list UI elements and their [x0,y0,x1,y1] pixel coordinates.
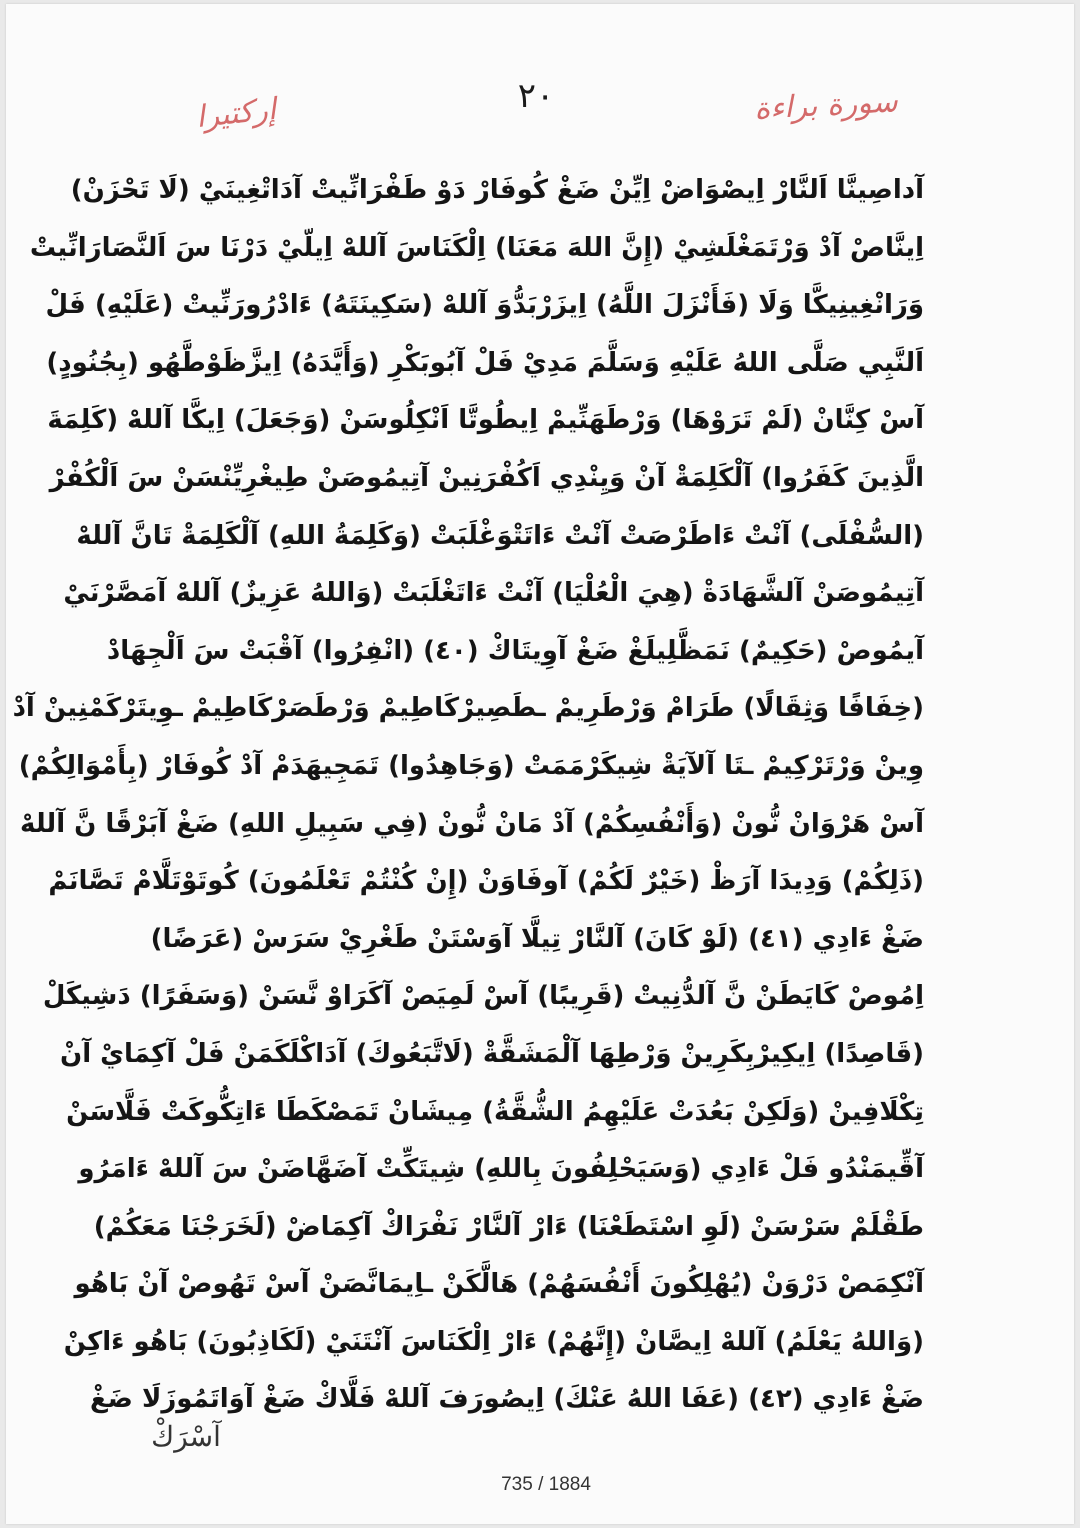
text-line: آسْ كِنَّانْ (لَمْ تَرَوْهَا) وَرْطَهَنِّيمْ اِيطُوتَّا اَنْكِلُوسَنْ (وَجَعَلَ) اِيكَّا آللهْ (كَلِمَةَ [47,405,924,436]
text-line: اِمُوصْ كَايَطَنْ نَّ آلدُّنِيتْ (قَرِيبًا) آسْ لَمِيَصْ آكَرَاوْ نَّسَنْ (وَسَفَرًا) دَشِيكَلْ [42,981,924,1012]
text-line: اَلنَّبِي صَلَّى اللهُ عَلَيْهِ وَسَلَّمَ مَدِيْ فَلْ آبُوبَكْرِ (وَأَيَّدَهُ) اِيزَّظَوْطَّهُو (بِجُنُودٍ) [46,347,924,378]
text-line: (قَاصِدًا) اِيكِيرْبِكَرِينْ وَرْطِهَا آلْمَشَقَّةْ (لَاتَّبَعُوكَ) آدَاكْلَكَمَنْ فَلْ آكِمَايْ آنْ [60,1038,924,1069]
handwritten-surah-note: سورة براءة [753,84,899,127]
text-line: ضَغْ ءَادِي (٤٢) (عَفَا اللهُ عَنْكَ) اِيصُورَفَ آللهْ فَلَّاكْ ضَغْ آوَاتَمُوزَلَا ضَغْ [90,1384,924,1415]
text-line: ضَغْ ءَادِي (٤١) (لَوْ كَانَ) آلنَّارْ تِيلَّا آوَسْتَنْ طَغْرِيْ سَرَسْ (عَرَضًا) [150,923,924,954]
handwritten-margin-note: إركتيرا [194,91,278,136]
body-text [12,162,924,1429]
text-line: آنْكِمَصْ دَرْوَنْ (يُهْلِكُونَ أَنْفُسَهُمْ) هَالَّكَنْ ـاِيمَانَّصَنْ آسْ تَهُوصْ آنْ بَاهُو [74,1269,924,1300]
text-line: آيمُوصْ (حَكِيمٌ) نَمَظَّلِيلَغْ ضَغْ آوِيتَاكْ (٤٠) (انْفِرُوا) آقْبَتْ سَ اَلْجِهَادْ [106,635,924,666]
text-line: اِينَّاصْ آدْ وَرْتَمَغْلَشِيْ (إِنَّ اللهَ مَعَنَا) اِلْكَنَاسَ آللهْ اِيلّيْ دَرْنَا سَ اَلنَّصَارَانِّيتْ [29,232,924,263]
text-line: طَقْلَمْ سَرْسَنْ (لَوِ اسْتَطَعْنَا) ءَارْ آلنَّارْ نَفْرَاكْ آكِمَاضْ (لَخَرَجْنَا مَعَكُمْ) [93,1211,924,1242]
text-line: آسْ هَرْوَانْ نُّونْ (وَأَنْفُسِكُمْ) آدْ مَانْ نُّونْ (فِي سَبِيلِ اللهِ) ضَغْ آبَرْقًا نَّ آللهْ [20,808,924,839]
page-counter: 735 / 1884 [501,1474,591,1495]
text-line: وِينْ وَرْتَرْكِيمْ ـتَا آلآيَةْ شِيكَرْمَمَتْ (وَجَاهِدُوا) تَمَجِيهَدَمْ آدْ كُوفَارْ (بِأَمْوَالِكُمْ) [18,750,924,781]
page-number: ٢٠ [517,76,555,116]
text-line: الَّذِينَ كَفَرُوا) آلْكَلِمَةْ آنْ وَيِنْدِي اَكُفْرَنِينْ آتِيمُوصَنْ طِيغْرِيِّنْسَنْ سَ اَلْكُفْرْ [49,462,924,493]
text-line: آتِيمُوصَنْ آلشَّهَادَةْ (هِيَ الْعُلْيَا) آنْتْ ءَاتَغْلَبَتْ (وَاللهُ عَزِيزٌ) آللهْ آمَصَّرْنَيْ [63,578,924,609]
text-line: آداصِينَّا اَلنَّارْ اِيصْوَاضْ اِيِّنْ ضَغْ كُوفَارْ دَوْ طَفْرَانِّيتْ آدَاتْغِينَيْ (لَا تَحْزَنْ) [70,175,924,205]
text-line: (خِفَافًا وَثِقَالًا) طَرَامْ وَرْطَرِيمْ ـطَصِيرْكَاطِيمْ وَرْطَصَرْكَاطِيمْ ـوِيتَرْكَمْنِينْ آدْ [12,693,924,724]
text-line: (ذَلِكُمْ) وَدِيدَا آرَظْ (خَيْرٌ لَكُمْ) آوفَاوَنْ (إِنْ كُنْتُمْ تَعْلَمُونَ) كُوتَوْتَلَّامْ تَصَّانَمْ [48,866,924,897]
scanned-page [6,4,1074,1524]
text-line: تِكْلَافِينْ (وَلَكِنْ بَعُدَتْ عَلَيْهِمُ الشُّقَّةُ) مِيشَانْ تَمَصْكَطَا ءَاتِكُّوكَتْ فَلَّاسَنْ [66,1096,924,1127]
text-line: وَرَانْغِينِيكَّا وَلَا (فَأَنْزَلَ اللَّهُ) اِيزَرْبَدُّوَ آللهْ (سَكِينَتَهُ) ءَادْرُورَنِّيتْ (عَلَيْهِ) فَلْ [45,290,924,321]
text-line: (السُّفْلَى) آنْتْ ءَاطَرْصَتْ آنْتْ ءَاتَتْوَغْلَبَتْ (وَكَلِمَةُ اللهِ) آلْكَلِمَةْ تَانَّ آللهْ [76,520,924,551]
text-line: آقِّيمَنْدُو فَلْ ءَادِي (وَسَيَحْلِفُونَ بِاللهِ) شِيتَكِّتْ آضَهَّاضَنْ سَ آللهْ ءَامَرُو [78,1154,924,1185]
text-line: (وَاللهُ يَعْلَمُ) آللهْ اِيصَّانْ (إِنَّهُمْ) ءَارْ اِلْكَنَاسَ آنْتَنَيْ (لَكَاذِبُونَ) بَاهُو ءَاكِنْ [63,1326,924,1357]
handwritten-footer-note: آسْرَكْ [151,1420,221,1453]
